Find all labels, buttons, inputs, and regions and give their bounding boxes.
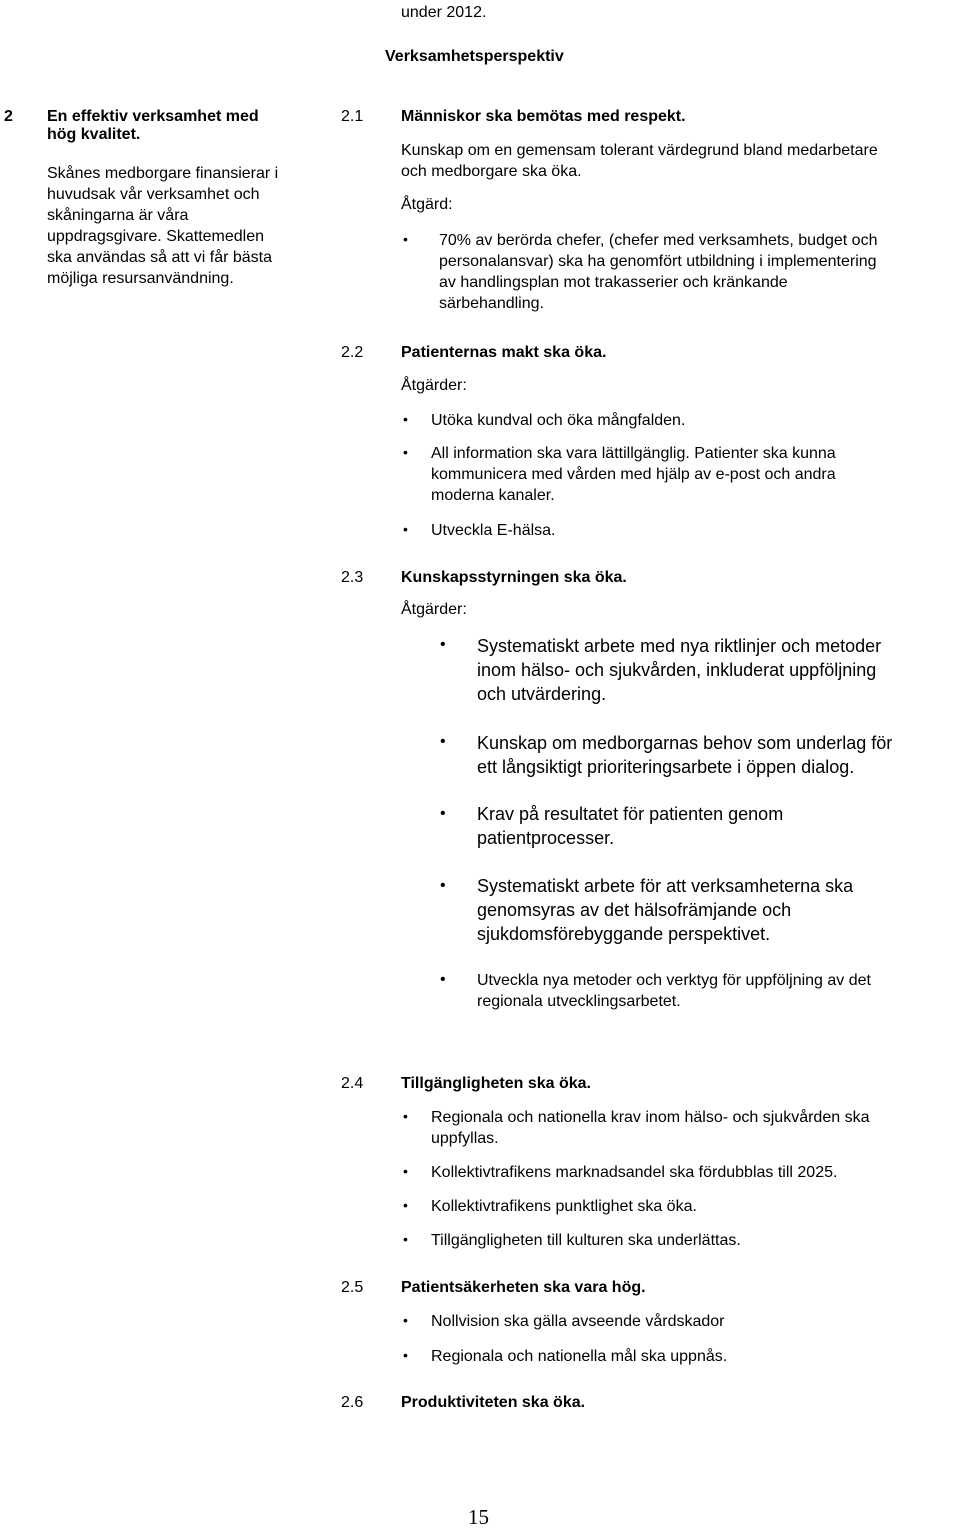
bullet-icon: • [440,805,446,822]
s23-bullet-5-line-2: regionala utvecklingsarbetet. [477,993,681,1010]
bullet-icon: • [403,444,408,460]
s23-bullet-3-line-1: Krav på resultatet för patienten genom [477,804,784,824]
goal-body-line-3: skåningarna är våra [47,207,189,224]
s22-bullet-2-line-2: kommunicera med vården med hjälp av e-post och andra [431,466,836,483]
s23-bullet-4-line-3: sjukdomsförebyggande perspektivet. [477,924,771,944]
s21-label: Åtgärd: [401,196,453,213]
bullet-icon: • [403,1197,408,1213]
bullet-icon: • [403,231,408,247]
goal-body-line-6: möjliga resursanvändning. [47,270,234,287]
bullet-icon: • [403,1108,408,1124]
s23-bullet-4-line-1: Systematiskt arbete för att verksamheterna ska [477,876,854,896]
goal-body-line-5: ska användas så att vi får bästa [47,249,273,266]
s24-bullet-1-line-1: Regionala och nationella krav inom hälso- och sjukvården ska [431,1109,870,1126]
s23-number: 2.3 [341,569,364,586]
goal-body-line-2: huvudsak vår verksamhet och [47,186,260,203]
bullet-icon: • [403,521,408,537]
s25-bullet-1: Nollvision ska gälla avseende vårdskador [431,1313,725,1330]
goal-title-line-1: En effektiv verksamhet med [47,108,259,125]
s25-bullet-2: Regionala och nationella mål ska uppnås. [431,1348,728,1365]
page-number: 15 [468,1505,489,1529]
s21-text-line-2: och medborgare ska öka. [401,163,582,180]
s23-bullet-1-line-3: och utvärdering. [477,684,607,704]
s23-title: Kunskapsstyrningen ska öka. [401,569,627,586]
bullet-icon: • [403,1312,408,1328]
s23-bullet-2-line-1: Kunskap om medborgarnas behov som underlag för [477,733,893,753]
s26-title: Produktiviteten ska öka. [401,1394,586,1411]
bullet-icon: • [440,733,446,750]
section-heading: Verksamhetsperspektiv [385,48,564,65]
goal-body-line-4: uppdragsgivare. Skattemedlen [47,228,265,245]
s23-bullet-5-line-1: Utveckla nya metoder och verktyg för uppföljning av det [477,972,871,989]
bullet-icon: • [403,411,408,427]
s23-bullet-1-line-2: inom hälso- och sjukvården, inkluderat uppföljning [477,660,877,680]
s22-bullet-3: Utveckla E-hälsa. [431,522,556,539]
goal-title-line-2: hög kvalitet. [47,126,141,143]
bullet-icon: • [440,971,446,988]
s23-label: Åtgärder: [401,601,467,618]
goal-number: 2 [4,108,13,125]
s21-bullet-line-4: särbehandling. [439,295,544,312]
bullet-icon: • [440,877,446,894]
continued-text: under 2012. [401,4,487,21]
s26-number: 2.6 [341,1394,364,1411]
s22-number: 2.2 [341,344,364,361]
goal-body-line-1: Skånes medborgare finansierar i [47,165,279,182]
s23-bullet-3-line-2: patientprocesser. [477,828,615,848]
s21-bullet-line-1: 70% av berörda chefer, (chefer med verksamhets, budget och [439,232,878,249]
s25-title: Patientsäkerheten ska vara hög. [401,1279,646,1296]
s21-text-line-1: Kunskap om en gemensam tolerant värdegrund bland medarbetare [401,142,878,159]
s22-bullet-1: Utöka kundval och öka mångfalden. [431,412,686,429]
s24-bullet-3: Kollektivtrafikens punktlighet ska öka. [431,1198,697,1215]
s23-bullet-1-line-1: Systematiskt arbete med nya riktlinjer och metoder [477,636,882,656]
s21-number: 2.1 [341,108,364,125]
s24-bullet-2: Kollektivtrafikens marknadsandel ska fördubblas till 2025. [431,1164,838,1181]
s24-bullet-4: Tillgängligheten till kulturen ska underlättas. [431,1232,741,1249]
s21-bullet-line-2: personalansvar) ska ha genomfört utbildning i implementering [439,253,877,270]
bullet-icon: • [403,1163,408,1179]
s23-bullet-2-line-2: ett långsiktigt prioriteringsarbete i öppen dialog. [477,757,855,777]
s24-title: Tillgängligheten ska öka. [401,1075,591,1092]
bullet-icon: • [403,1231,408,1247]
s22-label: Åtgärder: [401,377,467,394]
s24-number: 2.4 [341,1075,364,1092]
bullet-icon: • [403,1347,408,1363]
s21-bullet-line-3: av handlingsplan mot trakasserier och kränkande [439,274,788,291]
s22-bullet-2-line-1: All information ska vara lättillgänglig. Patienter ska kunna [431,445,836,462]
s22-title: Patienternas makt ska öka. [401,344,607,361]
s22-bullet-2-line-3: moderna kanaler. [431,487,555,504]
s25-number: 2.5 [341,1279,364,1296]
s24-bullet-1-line-2: uppfyllas. [431,1130,499,1147]
s23-bullet-4-line-2: genomsyras av det hälsofrämjande och [477,900,792,920]
s21-title: Människor ska bemötas med respekt. [401,108,686,125]
bullet-icon: • [440,636,446,653]
